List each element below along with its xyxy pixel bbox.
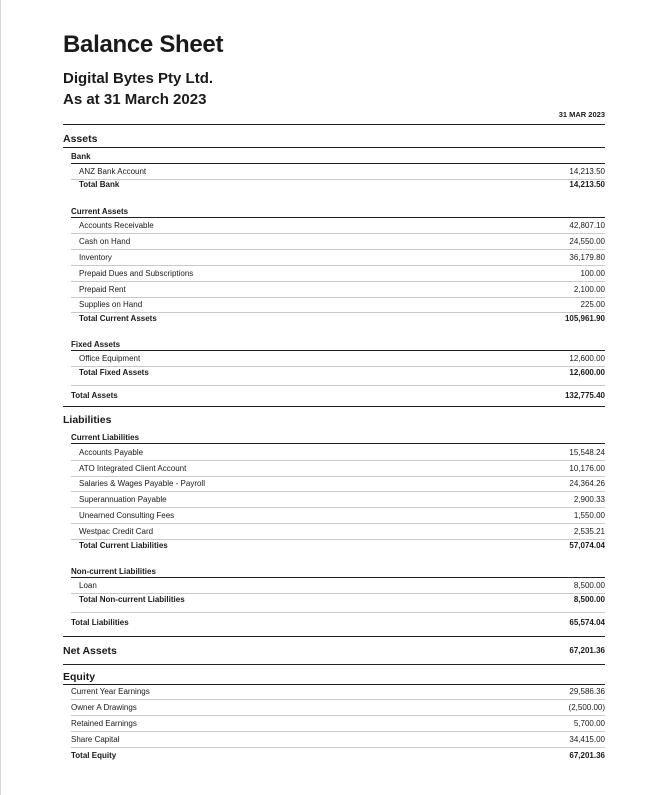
table-row [0,219,668,233]
total-value: 14,213.50 [569,180,605,189]
divider [71,612,605,613]
row-value: 12,600.00 [569,354,605,363]
report-period: As at 31 March 2023 [63,91,207,108]
total-value: 8,500.00 [573,595,605,604]
total-label: Total Fixed Assets [79,368,149,377]
table-row [0,446,668,460]
divider [71,233,605,234]
total-row [0,312,668,326]
divider [71,731,605,732]
noncurrent-liabilities-heading: Non-current Liabilities [71,567,156,576]
total-row [0,366,668,380]
table-row [0,579,668,593]
total-value: 105,961.90 [564,314,605,323]
column-header-date: 31 MAR 2023 [558,110,605,119]
total-row [0,593,668,607]
net-assets-value: 67,201.36 [569,646,605,655]
row-value: 1,550.00 [573,511,605,520]
table-row [0,298,668,312]
table-row [0,477,668,491]
row-label: Share Capital [71,735,120,744]
report-subtitle [63,68,213,110]
divider [71,163,605,164]
table-row [0,701,668,715]
divider [63,636,605,637]
row-label: Accounts Receivable [79,221,154,230]
row-value: 10,176.00 [569,464,605,473]
row-label: Loan [79,581,97,590]
divider [71,699,605,700]
current-liabilities-heading: Current Liabilities [71,433,140,442]
row-value: 24,550.00 [569,237,605,246]
row-value: 34,415.00 [569,735,605,744]
row-value: (2,500.00) [568,703,605,712]
row-value: 29,586.36 [569,687,605,696]
row-value: 225.00 [580,300,605,309]
row-label: Retained Earnings [71,719,137,728]
row-label: Superannuation Payable [79,495,167,504]
row-label: Unearned Consulting Fees [79,511,175,520]
divider [63,406,605,407]
divider [71,460,605,461]
row-label: Cash on Hand [79,237,131,246]
table-row [0,717,668,731]
table-row [0,733,668,747]
total-value: 57,074.04 [569,541,605,550]
total-value: 65,574.04 [569,618,605,627]
company-name: Digital Bytes Pty Ltd. [63,70,214,87]
net-assets-label: Net Assets [63,645,117,657]
row-label: Supplies on Hand [79,300,143,309]
divider [71,385,605,386]
table-row [0,685,668,699]
divider [71,350,605,351]
divider [63,664,605,665]
row-value: 15,548.24 [569,448,605,457]
total-label: Total Current Assets [79,314,157,323]
row-value: 2,535.21 [573,527,605,536]
divider [71,249,605,250]
table-row [0,525,668,539]
table-row [0,267,668,281]
row-value: 36,179.80 [569,253,605,262]
assets-heading: Assets [63,133,98,145]
row-value: 42,807.10 [569,221,605,230]
table-row [0,462,668,476]
row-value: 8,500.00 [573,581,605,590]
net-assets-row [0,643,668,659]
table-row [0,352,668,366]
divider [71,523,605,524]
row-value: 5,700.00 [573,719,605,728]
equity-heading: Equity [63,671,96,683]
divider [71,747,605,748]
row-label: Salaries & Wages Payable - Payroll [79,479,205,488]
row-value: 100.00 [580,269,605,278]
total-assets-row [0,389,668,403]
total-label: Total Liabilities [71,618,129,627]
divider [71,491,605,492]
row-value: 2,100.00 [573,285,605,294]
total-row [0,178,668,192]
row-label: Prepaid Rent [79,285,126,294]
row-label: ANZ Bank Account [79,167,147,176]
divider [71,217,605,218]
total-value: 12,600.00 [569,368,605,377]
bank-heading: Bank [71,152,91,161]
divider [71,281,605,282]
table-row [0,165,668,179]
header-divider [63,124,605,125]
total-value: 67,201.36 [569,751,605,760]
row-label: Office Equipment [79,354,141,363]
row-label: Inventory [79,253,112,262]
divider [71,507,605,508]
row-value: 14,213.50 [569,167,605,176]
report-title: Balance Sheet [63,31,224,58]
table-row [0,509,668,523]
row-value: 24,364.26 [569,479,605,488]
table-row [0,251,668,265]
total-label: Total Bank [79,180,120,189]
fixed-assets-heading: Fixed Assets [71,340,121,349]
row-label: Current Year Earnings [71,687,150,696]
divider [71,715,605,716]
divider [71,265,605,266]
table-row [0,493,668,507]
divider [71,443,605,444]
divider [63,147,605,148]
row-label: ATO Integrated Client Account [79,464,187,473]
total-equity-row [0,749,668,763]
liabilities-heading: Liabilities [63,414,112,426]
row-label: Owner A Drawings [71,703,137,712]
total-label: Total Current Liabilities [79,541,168,550]
total-value: 132,775.40 [564,391,605,400]
table-row [0,235,668,249]
row-value: 2,900.33 [573,495,605,504]
total-row [0,539,668,553]
total-label: Total Equity [71,751,117,760]
row-label: Prepaid Dues and Subscriptions [79,269,194,278]
row-label: Accounts Payable [79,448,144,457]
total-label: Total Non-current Liabilities [79,595,185,604]
current-assets-heading: Current Assets [71,207,129,216]
table-row [0,283,668,297]
divider [71,577,605,578]
total-liabilities-row [0,616,668,630]
total-label: Total Assets [71,391,118,400]
row-label: Westpac Credit Card [79,527,154,536]
